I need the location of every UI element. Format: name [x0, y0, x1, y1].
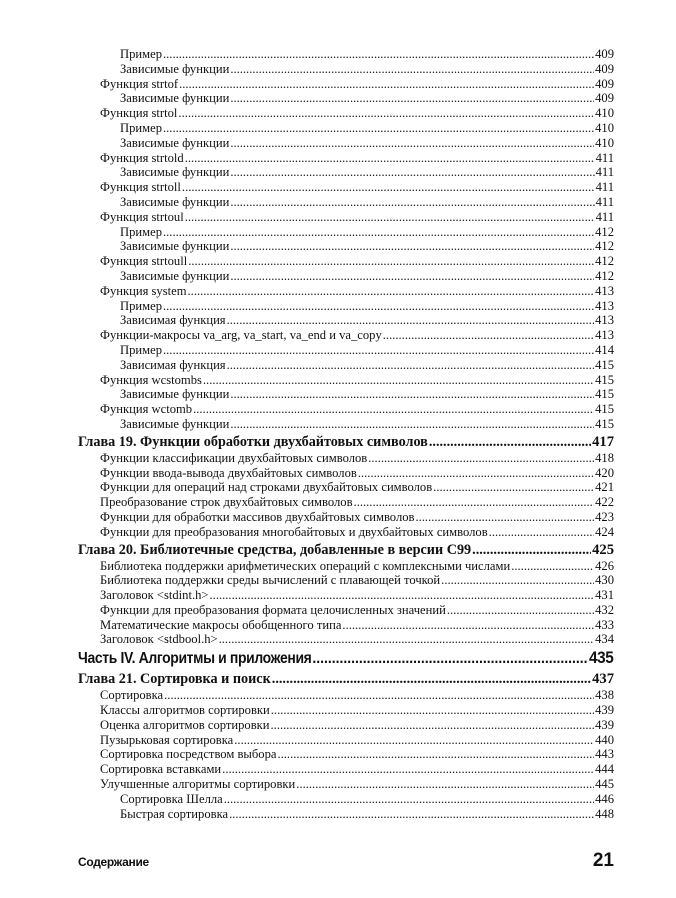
toc-entry-title: Функция strtol — [100, 106, 178, 121]
toc-entry-page: 433 — [595, 617, 614, 632]
toc-entry-section[interactable] — [78, 747, 614, 762]
dot-leader — [368, 451, 594, 466]
toc-entry-page: 423 — [595, 509, 614, 524]
dot-leader — [227, 358, 595, 373]
toc-entry-sub[interactable] — [78, 417, 614, 432]
dot-leader — [227, 313, 595, 328]
toc-entry-page: 411 — [595, 209, 614, 224]
toc-entry-title: Математические макросы обобщенного типа — [100, 617, 342, 632]
toc-entry-page: 412 — [595, 239, 614, 254]
toc-entry-title: Зависимые функции — [120, 239, 230, 254]
toc-entry-section[interactable] — [78, 632, 614, 647]
toc-entry-title: Зависимые функции — [120, 165, 230, 180]
toc-entry-chapter[interactable] — [78, 541, 614, 559]
dot-leader — [224, 792, 594, 807]
toc-entry-page: 410 — [595, 120, 614, 135]
toc-entry-title: Оценка алгоритмов сортировки — [100, 717, 270, 732]
dot-leader — [203, 373, 594, 388]
dot-leader — [433, 480, 594, 495]
toc-entry-title: Сортировка вставками — [100, 762, 222, 777]
toc-entry-page: 415 — [595, 372, 614, 387]
toc-entry-page: 448 — [595, 806, 614, 821]
toc-entry-section[interactable] — [78, 588, 614, 603]
toc-entry-page: 415 — [595, 402, 614, 417]
toc-entry-title: Пример — [120, 224, 162, 239]
toc-entry-title: Функции для преобразования формата целочисленных значений — [100, 602, 446, 617]
page-number: 21 — [592, 850, 614, 871]
dot-leader — [164, 688, 594, 703]
toc-entry-section[interactable] — [78, 688, 614, 703]
toc-entry-page: 409 — [595, 91, 614, 106]
toc-entry-page: 415 — [595, 387, 614, 402]
toc-entry-section[interactable] — [78, 284, 614, 299]
toc-entry-page: 421 — [595, 480, 614, 495]
toc-entry-section[interactable] — [78, 402, 614, 417]
toc-entry-title: Функции ввода-вывода двухбайтовых символов — [100, 465, 357, 480]
toc-entry-section[interactable] — [78, 451, 614, 466]
toc-entry-title: Часть IV. Алгоритмы и приложения — [78, 650, 312, 668]
dot-leader — [193, 402, 594, 417]
toc-entry-title: Сортировка — [100, 688, 164, 703]
dot-leader — [230, 136, 594, 151]
toc-entry-page: 415 — [595, 416, 614, 431]
dot-leader — [188, 284, 595, 299]
toc-entry-page: 409 — [595, 47, 614, 61]
toc-entry-title: Зависимые функции — [120, 61, 230, 76]
toc-entry-page: 435 — [589, 648, 614, 668]
dot-leader — [429, 433, 591, 451]
toc-entry-title: Функция system — [100, 283, 187, 298]
dot-leader — [230, 165, 594, 180]
toc-entry-title: Функции для обработки массивов двухбайтовых символов — [100, 509, 415, 524]
toc-entry-page: 411 — [595, 150, 614, 165]
toc-entry-title: Библиотека поддержки среды вычислений с плавающей точкой — [100, 573, 441, 588]
dot-leader — [447, 603, 594, 618]
dot-leader — [229, 807, 594, 822]
toc-entry-page: 426 — [595, 558, 614, 573]
toc-entry-title: Глава 19. Функции обработки двухбайтовых символов — [78, 433, 428, 450]
toc-entry-page: 412 — [595, 224, 614, 239]
dot-leader — [163, 225, 594, 240]
toc-entry-title: Функция wctomb — [100, 402, 193, 417]
toc-entry-section[interactable] — [78, 603, 614, 618]
toc-entry-title: Функция strtold — [100, 150, 184, 165]
toc-entry-section[interactable] — [78, 466, 614, 481]
toc-entry-title: Зависимые функции — [120, 194, 230, 209]
toc-entry-page: 438 — [595, 688, 614, 703]
toc-entry-title: Глава 21. Сортировка и поиск — [78, 671, 271, 688]
toc-entry-page: 417 — [592, 433, 614, 450]
toc-entry-sub[interactable] — [78, 136, 614, 151]
dot-leader — [163, 299, 594, 314]
dot-leader — [182, 180, 595, 195]
toc-entry-page: 410 — [595, 135, 614, 150]
toc-entry-section[interactable] — [78, 254, 614, 269]
dot-leader — [178, 106, 594, 121]
toc-entry-page: 411 — [595, 194, 614, 209]
dot-leader — [511, 559, 594, 574]
dot-leader — [230, 239, 594, 254]
toc-entry-page: 412 — [595, 254, 614, 269]
dot-leader — [472, 541, 591, 559]
toc-entry-page: 431 — [595, 588, 614, 603]
dot-leader — [230, 62, 594, 77]
toc-entry-section[interactable] — [78, 510, 614, 525]
running-footer-title: Содержание — [78, 855, 149, 869]
dot-leader — [271, 718, 595, 733]
toc-entry-sub[interactable] — [78, 195, 614, 210]
toc-entry-title: Пример — [120, 298, 162, 313]
toc-entry-page: 422 — [595, 495, 614, 510]
toc-entry-section[interactable] — [78, 328, 614, 343]
toc-entry-sub[interactable] — [78, 239, 614, 254]
dot-leader — [358, 466, 594, 481]
dot-leader — [230, 417, 594, 432]
dot-leader — [188, 254, 594, 269]
toc-entry-title: Функции классификации двухбайтовых символов — [100, 450, 368, 465]
dot-leader — [415, 510, 594, 525]
dot-leader — [312, 648, 588, 669]
toc-entry-title: Библиотека поддержки арифметических операций с комплексными числами — [100, 558, 511, 573]
dot-leader — [163, 343, 594, 358]
toc-entry-title: Преобразование строк двухбайтовых символов — [100, 495, 353, 510]
table-of-contents — [78, 47, 614, 821]
dot-leader — [383, 328, 594, 343]
toc-entry-title: Улучшенные алгоритмы сортировки — [100, 777, 296, 792]
dot-leader — [489, 525, 594, 540]
dot-leader — [230, 269, 594, 284]
toc-entry-title: Зависимые функции — [120, 268, 230, 283]
dot-leader — [179, 77, 594, 92]
page-footer — [78, 850, 614, 872]
toc-entry-section[interactable] — [78, 559, 614, 574]
toc-entry-page: 437 — [592, 671, 614, 688]
toc-entry-section[interactable] — [78, 762, 614, 777]
toc-entry-page: 410 — [595, 106, 614, 121]
toc-entry-section[interactable] — [78, 718, 614, 733]
toc-entry-section[interactable] — [78, 573, 614, 588]
dot-leader — [296, 777, 594, 792]
dot-leader — [234, 733, 594, 748]
toc-entry-title: Глава 20. Библиотечные средства, добавленные в версии C99 — [78, 541, 472, 558]
toc-entry-chapter[interactable] — [78, 433, 614, 451]
toc-entry-page: 430 — [595, 573, 614, 588]
toc-entry-section[interactable] — [78, 618, 614, 633]
toc-entry-title: Функция strtoll — [100, 180, 181, 195]
toc-entry-page: 432 — [595, 602, 614, 617]
toc-entry-section[interactable] — [78, 703, 614, 718]
dot-leader — [230, 387, 594, 402]
dot-leader — [277, 747, 594, 762]
toc-entry-section[interactable] — [78, 106, 614, 121]
dot-leader — [441, 573, 594, 588]
dot-leader — [230, 91, 594, 106]
toc-entry-page: 413 — [595, 313, 614, 328]
dot-leader — [219, 632, 594, 647]
toc-entry-title: Заголовок <stdint.h> — [100, 588, 209, 603]
toc-entry-page: 443 — [595, 747, 614, 762]
toc-entry-page: 445 — [595, 777, 614, 792]
toc-entry-page: 411 — [595, 180, 614, 195]
toc-entry-title: Функция strtoul — [100, 209, 184, 224]
toc-entry-page: 444 — [595, 762, 614, 777]
dot-leader — [342, 618, 594, 633]
toc-entry-title: Пузырьковая сортировка — [100, 732, 234, 747]
toc-entry-title: Быстрая сортировка — [120, 806, 229, 821]
toc-entry-sub[interactable] — [78, 358, 614, 373]
toc-entry-part[interactable] — [78, 647, 613, 669]
toc-entry-section[interactable] — [78, 495, 614, 510]
toc-entry-title: Зависимые функции — [120, 91, 230, 106]
dot-leader — [210, 588, 595, 603]
toc-entry-page: 446 — [595, 791, 614, 806]
dot-leader — [230, 195, 594, 210]
toc-entry-title: Сортировка Шелла — [120, 791, 223, 806]
toc-entry-page: 409 — [595, 61, 614, 76]
toc-entry-page: 439 — [595, 717, 614, 732]
toc-entry-sub[interactable] — [78, 165, 614, 180]
dot-leader — [272, 670, 591, 688]
toc-entry-title: Функция strtof — [100, 76, 179, 91]
toc-entry-sub[interactable] — [78, 343, 614, 358]
toc-entry-title: Зависимая функция — [120, 357, 226, 372]
toc-entry-page: 409 — [595, 76, 614, 91]
toc-entry-sub[interactable] — [78, 807, 614, 822]
dot-leader — [163, 121, 594, 136]
dot-leader — [222, 762, 594, 777]
toc-entry-page: 434 — [595, 632, 614, 647]
dot-leader — [163, 47, 594, 62]
toc-entry-section[interactable] — [78, 733, 614, 748]
dot-leader — [271, 703, 594, 718]
toc-entry-sub[interactable] — [78, 387, 614, 402]
toc-entry-sub[interactable] — [78, 62, 614, 77]
dot-leader — [354, 495, 595, 510]
toc-entry-page: 413 — [595, 283, 614, 298]
toc-entry-page: 439 — [595, 703, 614, 718]
toc-entry-sub[interactable] — [78, 299, 614, 314]
toc-entry-page: 415 — [595, 357, 614, 372]
toc-entry-section[interactable] — [78, 373, 614, 388]
toc-entry-chapter[interactable] — [78, 670, 614, 688]
toc-entry-title: Функции для преобразования многобайтовых и двухбайтовых символов — [100, 524, 488, 539]
toc-entry-sub[interactable] — [78, 91, 614, 106]
toc-entry-title: Пример — [120, 120, 162, 135]
toc-entry-title: Функции-макросы va_arg, va_start, va_end и va_copy — [100, 328, 382, 343]
toc-entry-title: Зависимые функции — [120, 135, 230, 150]
toc-entry-sub[interactable] — [78, 121, 614, 136]
toc-entry-section[interactable] — [78, 480, 614, 495]
toc-entry-page: 425 — [592, 541, 614, 558]
toc-entry-page: 412 — [595, 268, 614, 283]
dot-leader — [185, 151, 595, 166]
toc-entry-sub[interactable] — [78, 313, 614, 328]
toc-entry-title: Пример — [120, 47, 162, 61]
toc-entry-title: Классы алгоритмов сортировки — [100, 703, 270, 718]
toc-entry-title: Сортировка посредством выбора — [100, 747, 277, 762]
toc-entry-sub[interactable] — [78, 792, 614, 807]
toc-entry-title: Зависимая функция — [120, 313, 226, 328]
toc-entry-section[interactable] — [78, 525, 614, 540]
toc-entry-title: Функция strtoull — [100, 254, 188, 269]
toc-entry-sub[interactable] — [78, 269, 614, 284]
toc-entry-section[interactable] — [78, 180, 614, 195]
toc-entry-page: 440 — [595, 732, 614, 747]
toc-entry-page: 413 — [595, 298, 614, 313]
dot-leader — [185, 210, 595, 225]
toc-entry-page: 414 — [595, 342, 614, 357]
toc-entry-page: 413 — [595, 328, 614, 343]
toc-entry-sub[interactable] — [78, 47, 614, 62]
toc-entry-title: Функции для операций над строками двухбайтовых символов — [100, 480, 433, 495]
toc-entry-sub[interactable] — [78, 225, 614, 240]
toc-entry-page: 420 — [595, 465, 614, 480]
toc-entry-section[interactable] — [78, 777, 614, 792]
toc-entry-title: Пример — [120, 342, 162, 357]
toc-entry-section[interactable] — [78, 210, 614, 225]
toc-entry-page: 424 — [595, 524, 614, 539]
toc-entry-title: Функция wcstombs — [100, 372, 202, 387]
toc-entry-title: Заголовок <stdbool.h> — [100, 632, 218, 647]
toc-entry-page: 418 — [595, 450, 614, 465]
toc-entry-section[interactable] — [78, 77, 614, 92]
toc-entry-title: Зависимые функции — [120, 416, 230, 431]
toc-entry-title: Зависимые функции — [120, 387, 230, 402]
toc-entry-section[interactable] — [78, 151, 614, 166]
toc-entry-page: 411 — [595, 165, 614, 180]
